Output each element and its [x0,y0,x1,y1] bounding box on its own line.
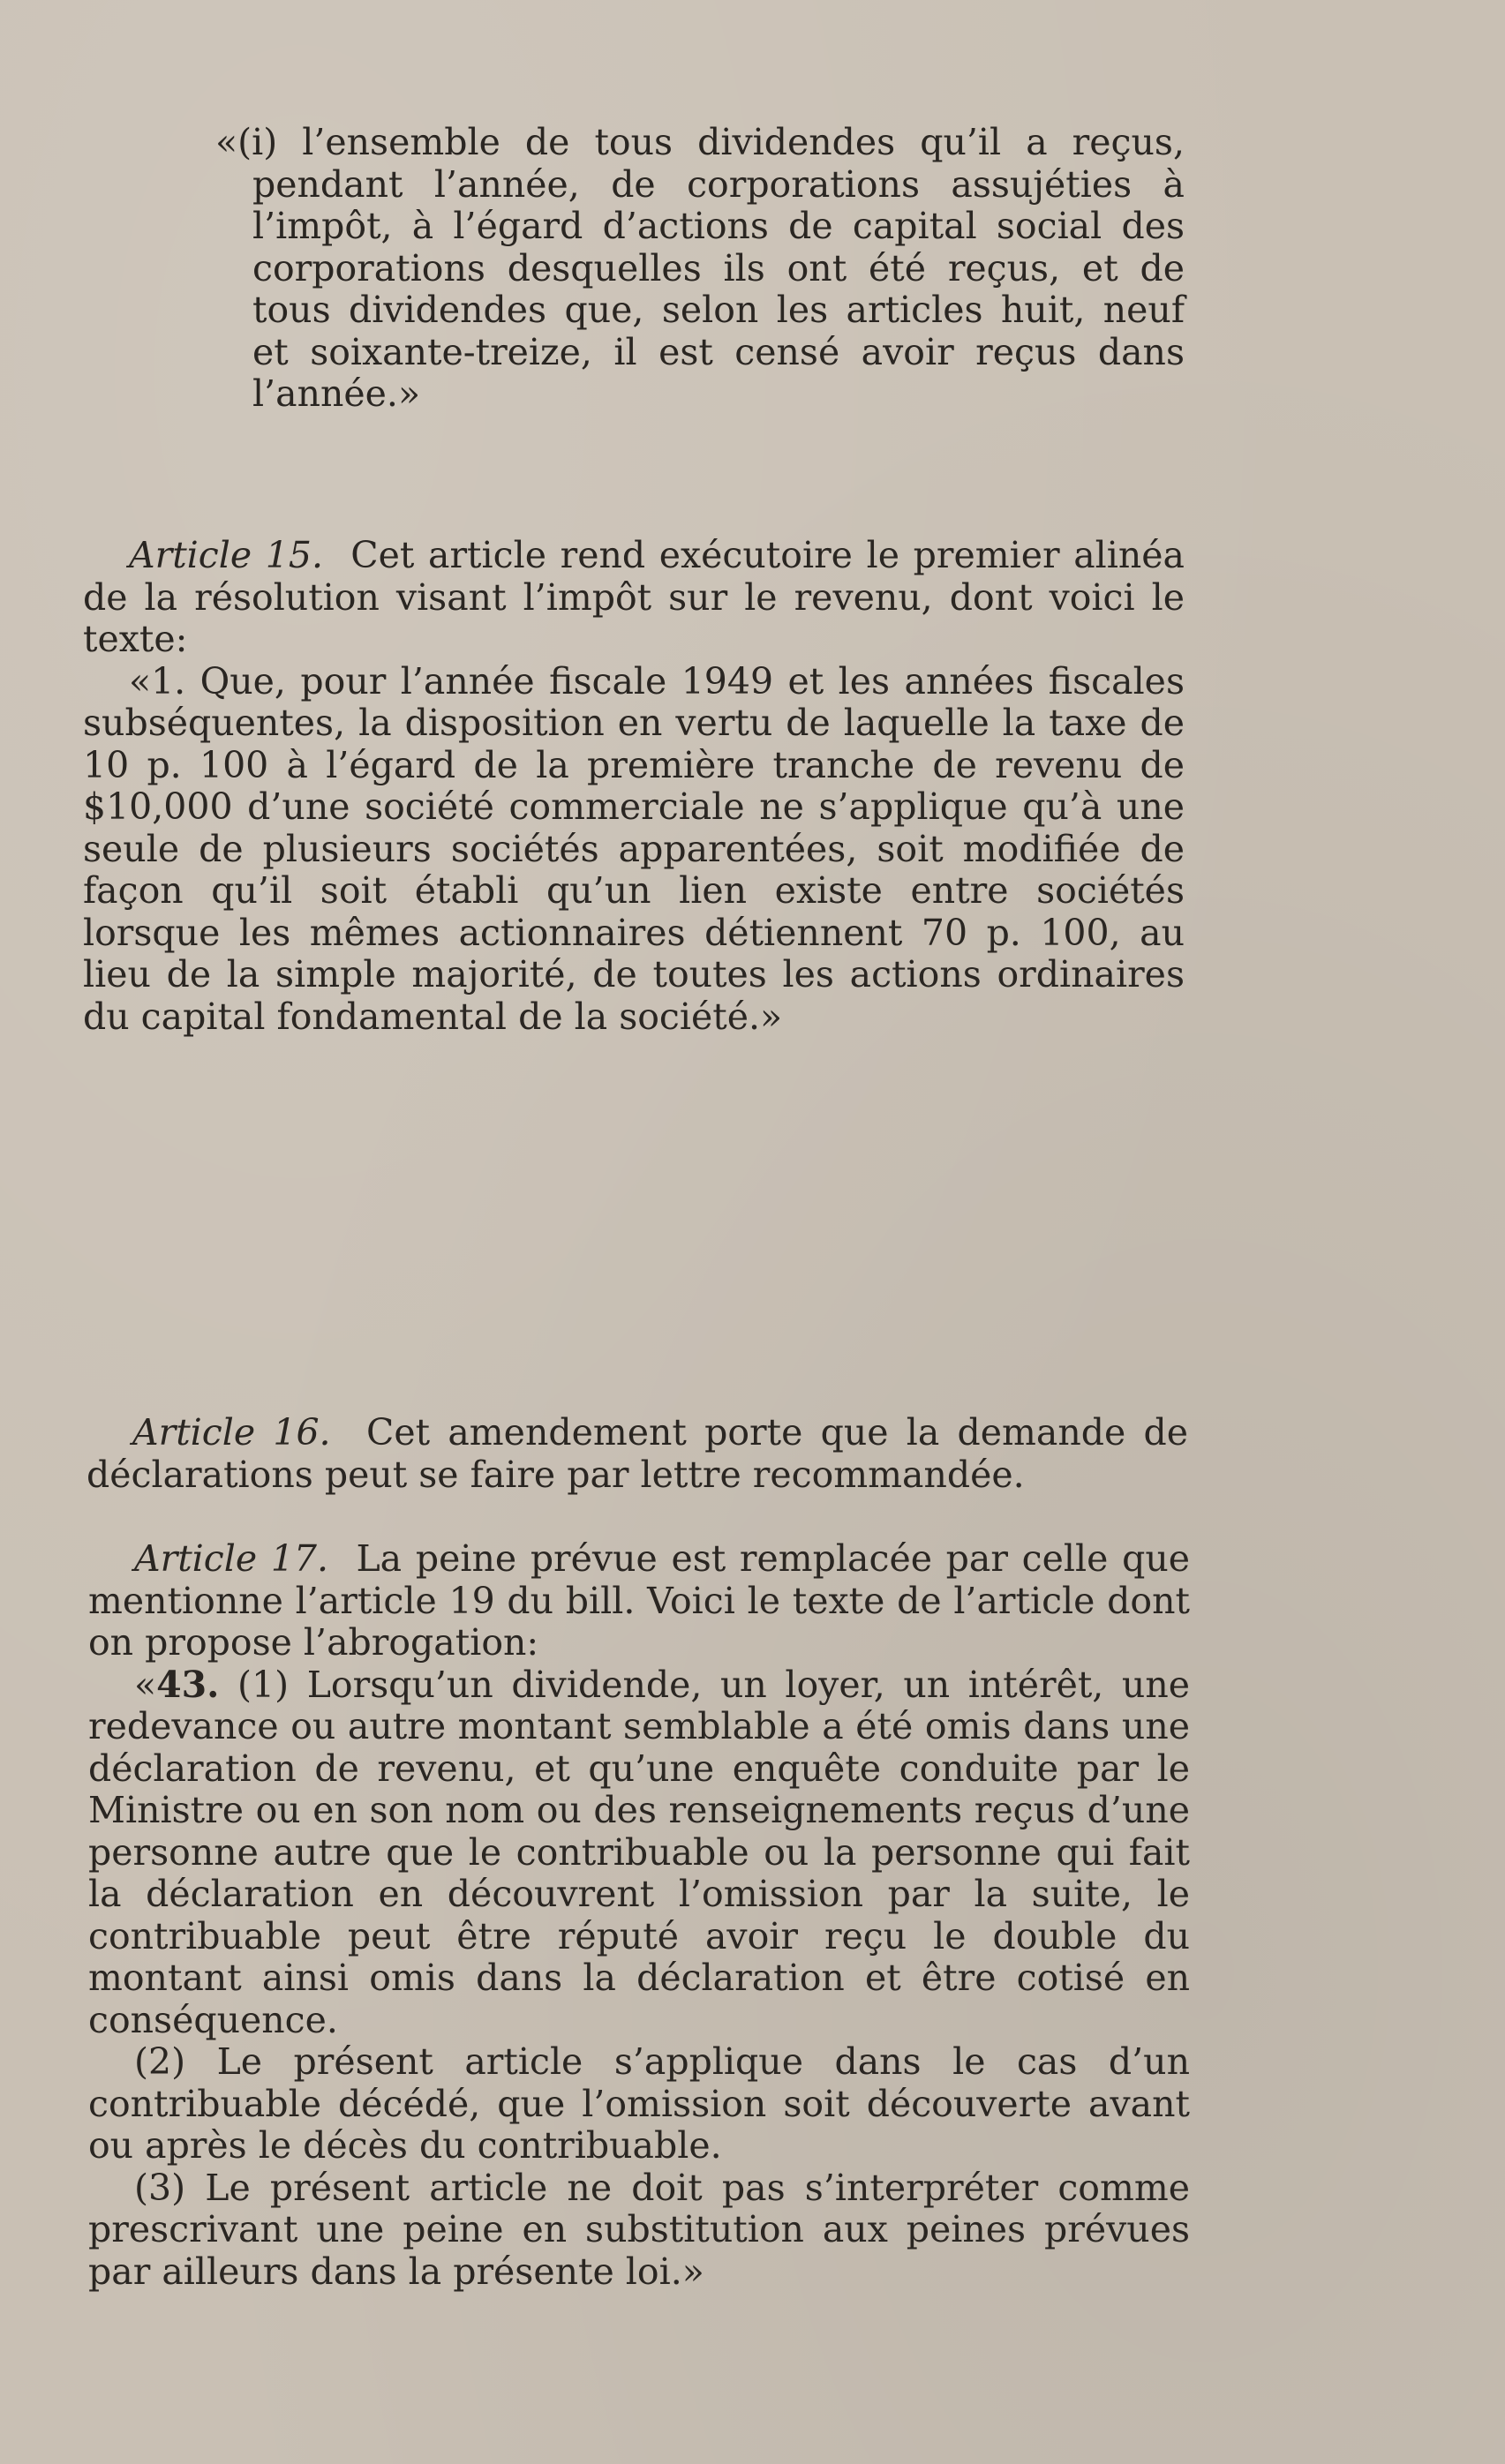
article-17-quote-p1 [88,1664,1190,2042]
article-16-block [87,1412,1188,1496]
article-17-intro-text: La peine prévue est remplacée par celle que mentionne l’article 19 du bill. Voici le texte de l’article dont on propose l’abrogation: [88,1537,1190,1664]
article-16-label: Article 16. [132,1411,331,1454]
article-16-paragraph [87,1412,1188,1496]
quote-open-mark: « [134,1663,157,1706]
article-17-quote-p2: (2) Le présent article s’applique dans le cas d’un contribuable décédé, que l’omission soit découverte avant ou après le décès du contribuable. [88,2040,1190,2167]
article-15-intro-text: Cet article rend exécutoire le premier alinéa de la résolution visant l’impôt sur le revenu, dont voici le texte: [83,534,1185,660]
article-17-quote-p3: (3) Le présent article ne doit pas s’interpréter comme prescrivant une peine en substitution aux peines prévues par ailleurs dans la présente loi.» [88,2166,1190,2293]
article-15-quote: «1. Que, pour l’année fiscale 1949 et les années fiscales subséquentes, la disposition en vertu de laquelle la taxe de 10 p. 100 à l’égard de la première tranche de revenu de $10,000 d’une société commerciale ne s’applique qu’à une seule de plusieurs sociétés apparentées, soit modifiée de façon qu’il soit établi qu’un lien existe entre sociétés lorsque les mêmes actionnaires détiennent 70 p. 100, au lieu de la simple majorité, de toutes les actions ordinaires du capital fondamental de la société.» [83,659,1185,1038]
quote-i-block [215,121,1185,416]
section-number: 43. [156,1663,220,1706]
article-17-intro [88,1538,1190,1664]
quote-i-text: «(i) l’ensemble de tous dividendes qu’il a reçus, pendant l’année, de corporations assujéties à l’impôt, à l’égard d’actions de capital social des corporations desquelles ils ont été reçus, et de tous dividendes que, selon les articles huit, neuf et soixante-treize, il est censé avoir reçus dans l’année.» [215,121,1185,415]
article-17-p1-text: (1) Lorsqu’un dividende, un loyer, un intérêt, une redevance ou autre montant semblable a été omis dans une déclaration de revenu, et qu’une enquête conduite par le Ministre ou en son nom ou des renseignements reçus d’une personne autre que le contribuable ou la personne qui fait la déclaration en découvrent l’omission par la suite, le contribuable peut être réputé avoir reçu le double du montant ainsi omis dans la déclaration et être cotisé en conséquence. [88,1663,1190,2041]
article-15-block [83,535,1185,1038]
article-17-block [88,1538,1190,2293]
article-15-intro [83,535,1185,661]
article-16-text: Cet amendement porte que la demande de déclarations peut se faire par lettre recommandée. [87,1411,1189,1496]
article-15-label: Article 15. [129,534,323,576]
article-17-label: Article 17. [134,1537,329,1580]
